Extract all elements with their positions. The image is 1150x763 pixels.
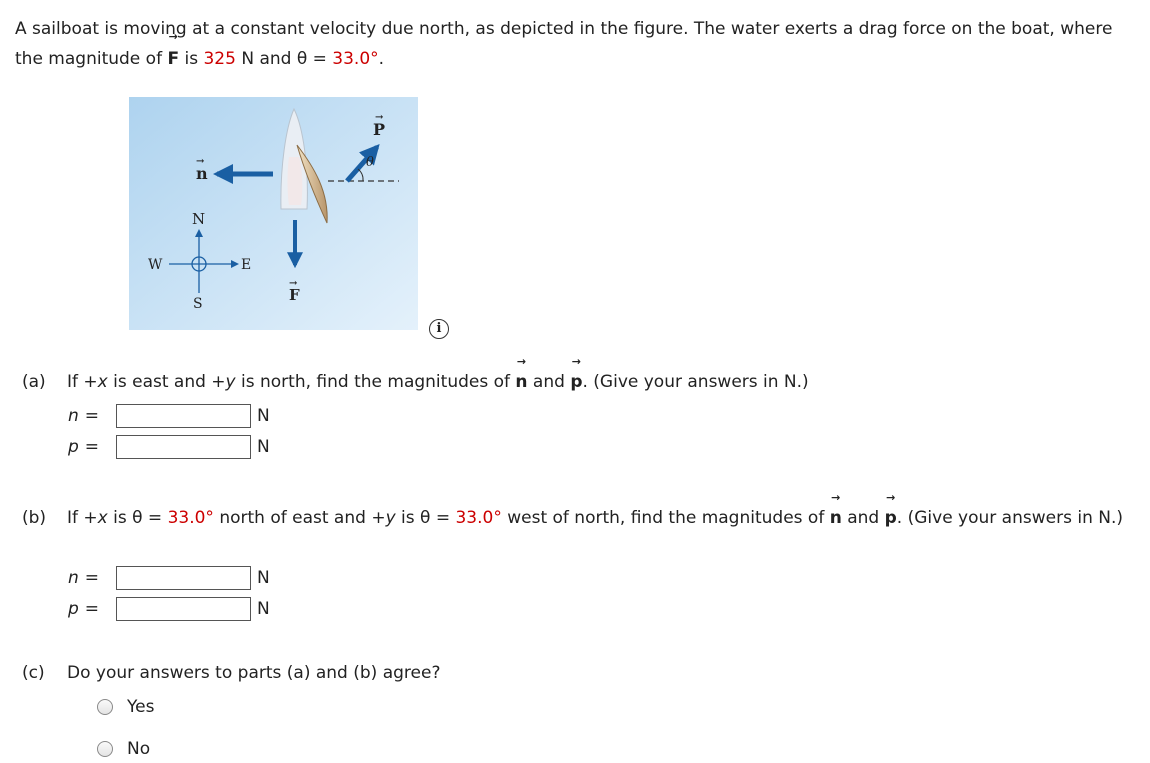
part-b-p-unit: N	[257, 599, 270, 619]
option-yes[interactable]	[97, 695, 154, 719]
radio-no[interactable]	[97, 741, 113, 757]
part-a-letter: (a)	[22, 372, 46, 392]
part-a-p-unit: N	[257, 437, 270, 457]
part-b-theta-2: 33.0°	[455, 508, 502, 528]
option-no-label[interactable]: No	[127, 739, 151, 759]
part-b-y: y	[385, 508, 396, 528]
part-b-p-input[interactable]	[116, 597, 251, 621]
part-b-vector-p: → p	[885, 505, 897, 531]
part-b-n-unit: N	[257, 568, 270, 588]
sailboat-figure	[129, 97, 418, 330]
part-b-and: and	[841, 508, 885, 528]
part-b-text-2: is θ =	[107, 508, 168, 528]
problem-text-4: .	[378, 49, 385, 69]
part-b-n-row	[68, 565, 270, 591]
part-a-n-eq: =	[84, 406, 100, 426]
part-b-p-eq: =	[84, 599, 100, 619]
part-a-p-eq: =	[84, 437, 100, 457]
svg-text:→: →	[196, 156, 205, 167]
p-label: P	[373, 120, 386, 139]
part-b-question	[67, 505, 1147, 531]
part-b-theta-1: 33.0°	[167, 508, 214, 528]
part-a-vector-p: → p	[570, 369, 582, 395]
part-a-p-input[interactable]	[116, 435, 251, 459]
radio-yes[interactable]	[97, 699, 113, 715]
part-a-p-row	[68, 434, 270, 460]
compass-e: E	[241, 257, 252, 273]
compass-w: W	[148, 257, 163, 273]
part-b-p-label: p	[68, 599, 79, 619]
part-a-n-label: n	[68, 406, 79, 426]
compass-s: S	[193, 296, 203, 312]
f-label: F	[289, 286, 300, 304]
part-a-p-label: p	[68, 437, 79, 457]
part-b-text-3: north of east and +	[213, 508, 386, 528]
part-b-text-5: west of north, find the magnitudes of	[501, 508, 830, 528]
part-a-text-4: . (Give your answers in N.)	[582, 372, 809, 392]
part-a-x: x	[97, 372, 108, 392]
option-yes-label[interactable]: Yes	[127, 697, 155, 717]
part-a-and: and	[527, 372, 571, 392]
part-a-y: y	[225, 372, 236, 392]
part-b-p-row	[68, 596, 270, 622]
part-b-n-eq: =	[84, 568, 100, 588]
n-label: n	[196, 164, 208, 183]
part-a-text-3: is north, find the magnitudes of	[235, 372, 516, 392]
force-value: 325	[203, 49, 236, 69]
boat-deck	[288, 157, 303, 205]
problem-text-3: N and θ =	[235, 49, 333, 69]
part-b-n-label: n	[68, 568, 79, 588]
compass-n: N	[192, 210, 206, 228]
part-a-text-1: If +	[67, 372, 98, 392]
theta-label: θ	[366, 155, 374, 170]
part-b-x: x	[97, 508, 108, 528]
part-c-text: Do your answers to parts (a) and (b) agree?	[67, 663, 441, 683]
theta-value: 33.0°	[332, 49, 379, 69]
part-a-vector-n: → n	[515, 369, 527, 395]
option-no[interactable]	[97, 737, 150, 761]
part-b-text-4: is θ =	[395, 508, 456, 528]
part-b-letter: (b)	[22, 508, 47, 528]
info-icon[interactable]: i	[429, 319, 449, 339]
problem-text-2: is	[179, 49, 204, 69]
part-a-text-2: is east and +	[107, 372, 226, 392]
vector-f: → F	[167, 44, 179, 74]
part-b-n-input[interactable]	[116, 566, 251, 590]
svg-text:→: →	[375, 112, 384, 123]
part-a-n-row	[68, 403, 270, 429]
part-b-text-1: If +	[67, 508, 98, 528]
part-a-n-unit: N	[257, 406, 270, 426]
problem-statement	[15, 14, 1145, 74]
part-a-n-input[interactable]	[116, 404, 251, 428]
part-b-text-6: . (Give your answers in N.)	[896, 508, 1124, 528]
part-c-question	[22, 660, 440, 686]
svg-text:→: →	[289, 278, 298, 289]
part-a-question	[22, 369, 809, 395]
part-c-letter: (c)	[22, 663, 45, 683]
part-b-vector-n: → n	[830, 505, 842, 531]
problem-text-1: A sailboat is moving at a constant velocity due north, as depicted in the figure. The water exerts a drag force on the boat, where the magnitude of	[15, 19, 1113, 69]
